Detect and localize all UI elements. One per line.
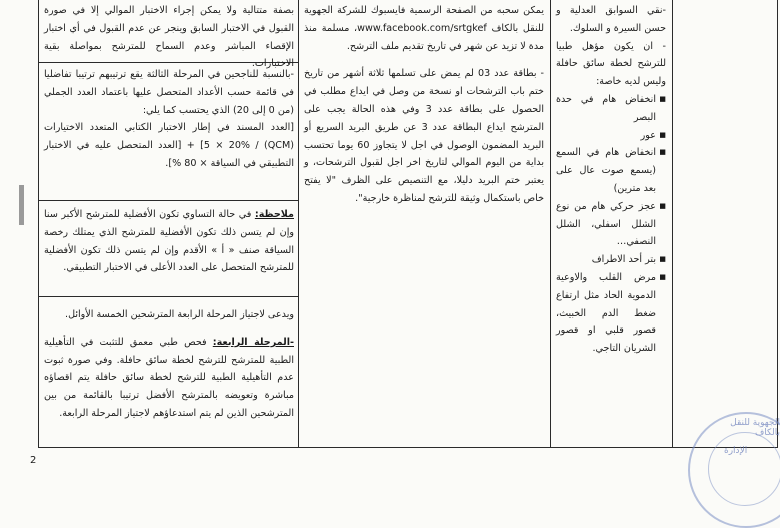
stage4-text: فحص طبي معمق للتثبت في التأهيلية الطبية للمترشح للترشح لخطة سائق حافلة. وفي صورة ثبوت عدم التأهيلية الطبية للترشح لخطة سائق حافلة يتم اقصاؤه مباشرة وتعويضه بالمترشح الأفضل ترتيبا بالقائمة من بين المترشحين الذين لم يتم استدعاؤهم لاجتياز المرحلة الرابعة. [44, 336, 294, 419]
list-item: ■ انخفاض هام في السمع (يسمع صوت عال على بعد مترين) [556, 144, 666, 197]
col1-formula: [العدد المسند في إطار الاختبار الكتابي المتعدد الاختيارات (QCM) / 5 × 20%] + [العدد المتحصل عليه في الاختبار التطبيقي في السياقة × 80 %]. [44, 122, 294, 169]
col3-paragraph: - ان يكون مؤهل طبيا للترشح لخطة سائق حافلة وليس لديه خاصة: [556, 40, 666, 88]
table-border-left [38, 0, 39, 447]
col1-paragraph: -بالنسبة للناجحين في المرحلة الثالثة يقع ترتيبهم ترتيبا تفاضليا في قائمة حسب الأعداد المتحصل عليها باعتماد العدد الجملي (من 0 إلى 20) الذي يحتسب كما يلي: [44, 69, 294, 116]
list-item: ■ انخفاض هام في حدة البصر [556, 91, 666, 127]
col2-paragraph: يمكن سحبه من الصفحة الرسمية فايسبوك للشركة الجهوية للنقل بالكاف www.facebook.com/srtgkef، مسلمة منذ مدة لا تزيد عن شهر في تاريخ تقديم ملف الترشح. [304, 5, 544, 52]
col1-row-divider [38, 200, 299, 201]
list-item: ■ عجز حركي هام من نوع الشلل اسفلي، الشلل النصفي… [556, 198, 666, 251]
col1-note [44, 206, 294, 277]
col1-paragraph: بصفة متتالية ولا يمكن إجراء الاختبار الموالي إلا في صورة القبول في الاختبار السابق وينجر عن عدم القبول في أي اختبار الإقصاء المباشر وعدم السماح للمترشح بمواصلة بقية الاختبارات. [44, 5, 294, 70]
col1-stage4 [44, 334, 294, 423]
table-divider-1 [298, 0, 299, 447]
col1-paragraph: ويدعى لاجتياز المرحلة الرابعة المترشحين الخمسة الأوائل. [65, 309, 294, 320]
col2 [304, 2, 544, 208]
col3-paragraph: -نقي السوابق العدلية و حسن السيرة و السلوك. [556, 5, 666, 34]
medical-conditions-list [556, 91, 666, 358]
stamp-text: الإدارة [724, 446, 748, 456]
col1-row-divider [38, 296, 299, 297]
col1-row3 [44, 206, 294, 277]
list-item: ■ عور [556, 127, 666, 145]
note-text: في حالة التساوي تكون الأفضلية للمترشح الأكبر سنا وإن لم يتسن ذلك تكون الأفضلية للمترشح الذي يمتلك رخصة السياقة صنف « أ » الأقدم وإن لم يتسن ذلك تكون الأفضلية للمترشح المتحصل على العدد الأعلى في الاختبار التطبيقي. [44, 209, 294, 274]
col1-row4 [44, 306, 294, 423]
col1-row1 [44, 2, 294, 73]
col1-row2 [44, 66, 294, 173]
page-number: 2 [30, 455, 37, 466]
table-divider-2 [550, 0, 551, 447]
list-item: ■ مرض القلب والاوعية الدموية الحاد مثل ارتفاع ضغط الدم الخبيث، قصور قلبي او قصور الشريان التاجي. [556, 269, 666, 358]
stage4-label: -المرحلة الرابعة: [212, 336, 294, 348]
col3 [556, 2, 666, 358]
table-divider-3 [672, 0, 673, 447]
table-border-bottom [38, 447, 778, 448]
table-border-right [777, 0, 778, 447]
margin-mark [19, 185, 24, 225]
col2-paragraph: - بطاقة عدد 03 لم يمض على تسلمها ثلاثة أشهر من تاريخ ختم باب الترشحات او نسخة من وصل في ايداع مطلب في الحصول على بطاقة عدد 3 وفي هذه الحالة يجب على المترشح ايداع البطاقة عدد 3 عن طريق البريد السريع أو البريد المضمون الوصول في اجل لا يتجاوز 60 يوما تحتسب بداية من اليوم الموالي لتاريخ اخر اجل لقبول الترشحات، و يعتبر ختم البريد دليلا، مع التنصيص على الظرف "لا يفتح خاص باستكمال وثيقة للترشح لمناظرة خارجية". [304, 68, 545, 204]
official-stamp-inner [708, 432, 780, 506]
stamp-text: الجهوية للنقل بالكاف [730, 418, 780, 438]
note-label: ملاحظة: [254, 209, 294, 220]
list-item: ■ بتر أحد الاطراف [556, 251, 666, 269]
